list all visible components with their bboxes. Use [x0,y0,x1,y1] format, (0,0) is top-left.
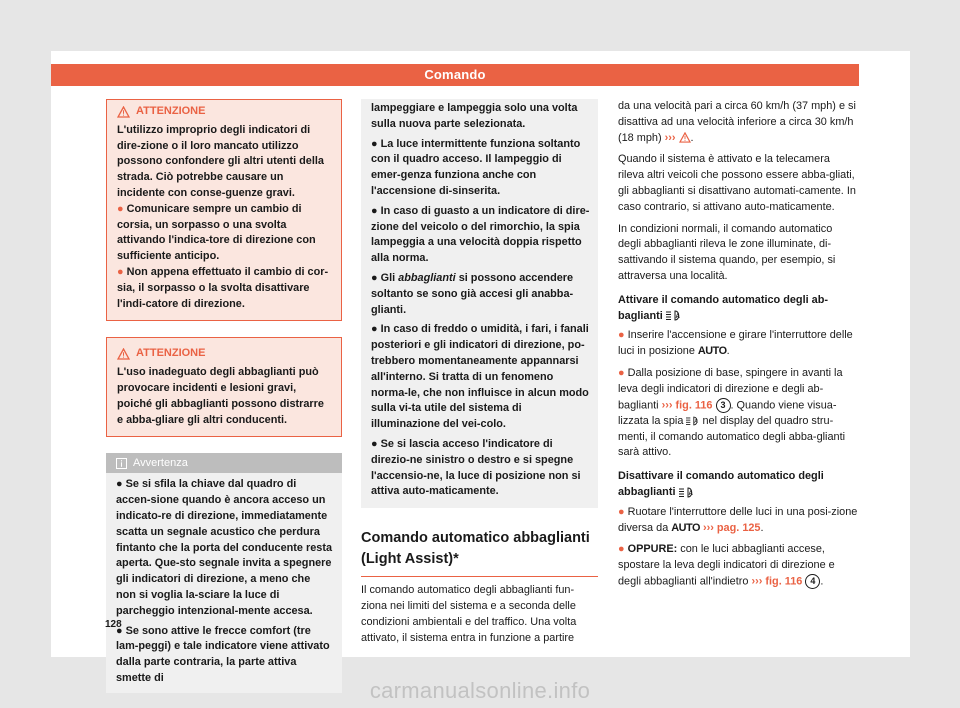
warning-title: ATTENZIONE [136,347,206,360]
section-intro: Il comando automatico degli abbaglianti fun-ziona nei limiti del sistema e a seconda delle condizioni ambientali e del traffico. Una volta attivato, il sistema entra in funzione a partire [361,584,577,644]
page-number: 128 [105,619,122,630]
cross-reference-arrows[interactable]: ››› [664,131,676,144]
paragraph: Quando il sistema è attivato e la telecamera rileva altri veicoli che possono essere abba-gliati, gli abbaglianti si disattivano automati-camente. In caso contrario, si attivano auto-maticamente. [618,153,856,213]
bullet-icon: ● [371,137,381,150]
subheading-activate: Attivare il comando automatico degli ab-baglianti A [618,293,828,322]
warning-triangle-icon [117,106,130,118]
high-beam-assist-icon [686,416,699,426]
bullet-icon: ● [116,624,126,637]
figure-link[interactable]: fig. 116 [765,575,803,588]
callout-number: 4 [805,574,820,589]
paragraph: da una velocità pari a circa 60 km/h (37 mph) e si disattiva ad una velocità inferiore a circa 30 km/h (18 mph) ››› . [618,100,856,144]
page-header: Comando [51,64,859,86]
warning-box-turn-signals [106,99,342,321]
figure-link[interactable]: fig. 116 [675,398,713,411]
auto-symbol: AUTO [671,521,700,534]
warning-triangle-icon[interactable] [679,132,691,143]
warning-bullet: ● Non appena effettuato il cambio di cor-sia, il sorpasso o la svolta disattivare l'indi-catore di direzione. [117,265,329,310]
cross-reference-arrows[interactable]: ››› [751,575,763,588]
step-bullet: ● Ruotare l'interruttore delle luci in una posi-zione diversa da AUTO ››› pag. 125. [618,505,858,534]
bullet-icon: ● [371,204,381,217]
bullet-icon: ● [618,329,628,342]
cross-reference-arrows[interactable]: ››› [702,521,714,534]
note-bullet: ● Gli abbaglianti si possono accendere soltanto se sono già accesi gli anabba-glianti. [371,271,574,316]
info-icon [116,458,127,469]
step-bullet: ● OPPURE: con le luci abbaglianti accese, spostare la leva degli indicatori di direzione e degli abbaglianti all'indietro ››› fig. 116 4 . [618,543,835,588]
page-link[interactable]: pag. 125 [716,521,761,534]
svg-text:A: A [694,419,699,426]
note-continuation: lampeggiare e lampeggia solo una volta sulla nuova parte selezionata. ● La luce intermittente funziona soltanto con il quadro acceso. Il lampeggio di emer-genza funziona anche con l'accensione di-sinserita. ● In caso di guasto a un indicatore di dire-zione del veicolo o del rimorchio, la spia lampeggia a una velocità doppia rispetto alla norma. ● Gli abbaglianti si possono accendere soltanto se sono già accesi gli anabba-glianti. ● In caso di freddo o umidità, i fari, i fanali posteriori e gli indicatori di direzione, po-trebbero momentaneamente appannarsi all'interno. Si tratta di un fenomeno norma-le, che non influisce in alcun modo sulla vi-ta utile del sistema di illuminazione del vei-colo. ● Se si lascia acceso l'indicatore di direzio-ne sinistro o destro e si spegne l'accensio-ne, la luce di posizione non si attiva auto-maticamente. [361,99,598,508]
bullet-icon: ● [117,265,127,278]
note-bullet: ● Se sono attive le frecce comfort (tre lam-peggi) e tale indicatore viene attivato dalla parte contraria, la parte attiva smette di [116,624,330,684]
warning-bullet: ● Comunicare sempre un cambio di corsia, un sorpasso o una svolta attivando l'indica-tore di direzione con sufficiente anticipo. [117,202,316,263]
warning-triangle-icon [117,348,130,360]
warning-text: L'uso inadeguato degli abbaglianti può provocare incidenti e lesioni gravi, poiché gli abbaglianti possono distrarre e abba-gliare gli altri conducenti. [117,366,324,426]
column-1 [106,99,342,693]
step-bullet: ● Inserire l'accensione e girare l'interruttore delle luci in posizione AUTO. [618,329,853,358]
watermark: carmanualsonline.info [369,678,591,703]
svg-text:A: A [688,490,693,497]
warning-box-high-beam [106,337,342,437]
note-bullet: ● Se si lascia acceso l'indicatore di direzio-ne sinistro o destro e si spegne l'accensio-ne, la luce di posizione non si attiva auto-maticamente. [371,437,581,498]
cross-reference-arrows[interactable]: ››› [661,398,673,411]
note-bullet: ● In caso di guasto a un indicatore di dire-zione del veicolo o del rimorchio, la spia lampeggia a una velocità doppia rispetto alla norma. [371,204,590,265]
auto-symbol: AUTO [697,345,727,358]
column-3 [618,99,858,596]
warning-title: ATTENZIONE [136,105,206,117]
high-beam-assist-icon [679,487,694,498]
svg-text:A: A [675,314,680,321]
subheading-deactivate: Disattivare il comando automatico degli abbaglianti A [618,470,824,498]
bullet-icon: ● [618,543,628,556]
note-box [106,453,342,692]
section-title: Comando automatico abbaglianti (Light Assist)* [361,528,598,577]
note-title: Avvertenza [133,457,188,470]
step-bullet: ● Dalla posizione di base, spingere in avanti la leva degli indicatori di direzione e degli ab-baglianti ››› fig. 116 3 . Quando viene visua-lizzata la spia A nel display del quadro stru-menti, il comando automatico degli abba-glianti sarà attivo. [618,366,846,459]
bullet-icon: ● [371,323,381,336]
bullet-icon: ● [371,271,381,284]
warning-text: L'utilizzo improprio degli indicatori di dire-zione o il loro mancato utilizzo possono confondere gli altri utenti della strada. Ciò potrebbe causare un incidente con conse-guenze gravi. [117,123,324,199]
note-bullet: ● Se si sfila la chiave dal quadro di accen-sione quando è ancora acceso un indicato-re di direzione, immediatamente scatta un segnale acustico che perdura fintanto che la porta del conducente resta aperta. Que-sto segnale invita a spegnere gli indicatori di direzione, a meno che non si voglia la-sciare la luce di parcheggio intenzional-mente accesa. [116,478,333,617]
bullet-icon: ● [371,437,381,450]
bullet-icon: ● [116,478,126,491]
column-2 [361,99,598,646]
paragraph: In condizioni normali, il comando automatico degli abbaglianti rileva le zone illuminate, di-sattivando il sistema quando, per esempio, si attraversa una località. [618,222,836,282]
bullet-icon: ● [117,202,127,215]
bullet-icon: ● [618,366,628,379]
high-beam-assist-icon [666,310,681,321]
note-bullet: ● La luce intermittente funziona soltanto con il quadro acceso. Il lampeggio di emer-genza funziona anche con l'accensione di-sinserita. [371,137,581,197]
bullet-icon: ● [618,505,628,518]
callout-number: 3 [716,398,731,413]
note-bullet: ● In caso di freddo o umidità, i fari, i fanali posteriori e gli indicatori di direzione, po-trebbero momentaneamente appannarsi all'interno. Si tratta di un fenomeno norma-le, che non influisce in alcun modo sulla vi-ta utile del sistema di illuminazione del vei-colo. [371,323,589,431]
